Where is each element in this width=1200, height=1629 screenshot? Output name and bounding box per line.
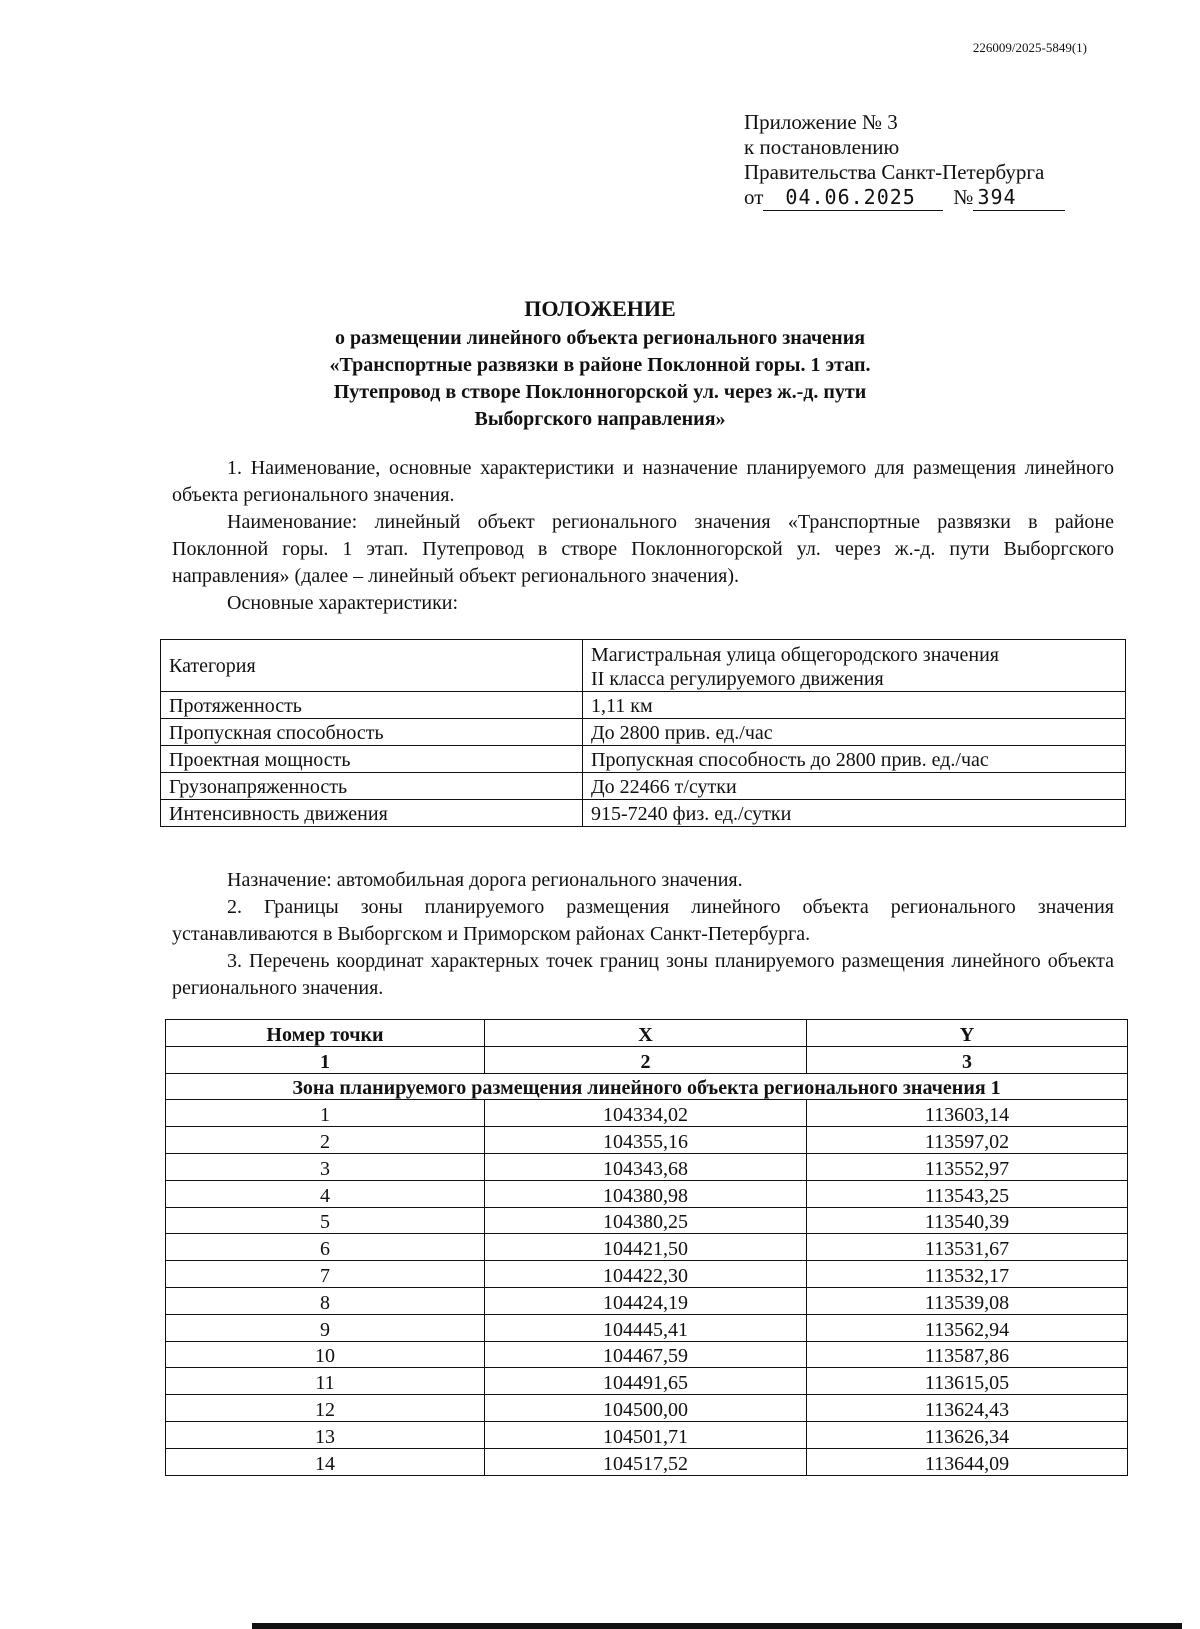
table-row	[166, 1234, 1128, 1261]
resolution-date: 04.06.2025	[763, 185, 943, 211]
point-number: 8	[166, 1287, 485, 1314]
coord-y: 113624,43	[807, 1395, 1128, 1422]
coord-y: 113540,39	[807, 1207, 1128, 1234]
header-y: Y	[807, 1020, 1128, 1047]
coord-x: 104343,68	[485, 1153, 807, 1180]
point-number: 13	[166, 1421, 485, 1448]
coord-x: 104422,30	[485, 1261, 807, 1288]
coord-y: 113552,97	[807, 1153, 1128, 1180]
table-row	[166, 1421, 1128, 1448]
subtitle-line-3: Путепровод в створе Поклонногорской ул. через ж.-д. пути	[333, 381, 867, 403]
point-number: 12	[166, 1395, 485, 1422]
table-row	[161, 719, 1126, 746]
table-row	[161, 773, 1126, 800]
point-number: 5	[166, 1207, 485, 1234]
char-key: Интенсивность движения	[161, 800, 583, 827]
coord-y: 113543,25	[807, 1180, 1128, 1207]
resolution-number: 394	[973, 185, 1065, 211]
paragraph-naming: Наименование: линейный объект регионального значения «Транспортные развязки в районе Поклонной горы. 1 этап. Путепровод в створе Поклонногорской ул. через ж.-д. пути Выборгского направления» (далее – линейный объект регионального значения).	[172, 511, 1114, 587]
column-number-row	[166, 1046, 1128, 1073]
document-subtitle	[0, 325, 1200, 433]
appendix-block	[744, 110, 1065, 211]
subtitle-line-1: о размещении линейного объекта регионального значения	[334, 327, 866, 349]
char-value: Пропускная способность до 2800 прив. ед./час	[583, 746, 1126, 773]
coord-x: 104467,59	[485, 1341, 807, 1368]
table-row	[161, 800, 1126, 827]
column-number: 2	[485, 1046, 807, 1073]
table-row	[166, 1448, 1128, 1475]
table-row	[166, 1314, 1128, 1341]
table-row	[166, 1180, 1128, 1207]
table-row	[166, 1127, 1128, 1154]
point-number: 7	[166, 1261, 485, 1288]
char-value: 915-7240 физ. ед./сутки	[583, 800, 1126, 827]
from-prefix: от	[744, 185, 764, 209]
coord-y: 113597,02	[807, 1127, 1128, 1154]
coord-y: 113539,08	[807, 1287, 1128, 1314]
table-row	[166, 1153, 1128, 1180]
appendix-number: Приложение № 3	[744, 110, 898, 134]
char-key: Пропускная способность	[161, 719, 583, 746]
char-value: До 2800 прив. ед./час	[583, 719, 1126, 746]
point-number: 14	[166, 1448, 485, 1475]
table-row	[166, 1368, 1128, 1395]
coord-x: 104517,52	[485, 1448, 807, 1475]
char-value: До 22466 т/сутки	[583, 773, 1126, 800]
point-number: 9	[166, 1314, 485, 1341]
header-point-number: Номер точки	[166, 1020, 485, 1047]
table-row	[161, 640, 1126, 692]
point-number: 4	[166, 1180, 485, 1207]
table-header-row	[166, 1020, 1128, 1047]
table-row	[166, 1261, 1128, 1288]
char-key: Категория	[161, 640, 583, 692]
appendix-resolution-ref: к постановлению	[744, 135, 900, 159]
coord-y: 113615,05	[807, 1368, 1128, 1395]
column-number: 1	[166, 1046, 485, 1073]
char-value-line: Магистральная улица общегородского значения	[591, 644, 1000, 666]
point-number: 10	[166, 1341, 485, 1368]
coord-x: 104445,41	[485, 1314, 807, 1341]
coord-y: 113532,17	[807, 1261, 1128, 1288]
zone-row	[166, 1073, 1128, 1100]
point-number: 2	[166, 1127, 485, 1154]
point-number: 11	[166, 1368, 485, 1395]
coord-y: 113587,86	[807, 1341, 1128, 1368]
coord-x: 104500,00	[485, 1395, 807, 1422]
document-registration-number: 226009/2025-5849(1)	[972, 40, 1087, 55]
char-key: Протяженность	[161, 692, 583, 719]
paragraph-3: 3. Перечень координат характерных точек границ зоны планируемого размещения линейного объекта регионального значения.	[172, 950, 1114, 999]
paragraph-characteristics-label: Основные характеристики:	[227, 592, 459, 614]
table-row	[166, 1395, 1128, 1422]
table-row	[161, 746, 1126, 773]
subtitle-line-2: «Транспортные развязки в районе Поклонной горы. 1 этап.	[329, 354, 871, 376]
coord-x: 104421,50	[485, 1234, 807, 1261]
table-row	[166, 1100, 1128, 1127]
char-key: Проектная мощность	[161, 746, 583, 773]
header-x: X	[485, 1020, 807, 1047]
coord-x: 104355,16	[485, 1127, 807, 1154]
coord-x: 104424,19	[485, 1287, 807, 1314]
coord-x: 104380,98	[485, 1180, 807, 1207]
appendix-government: Правительства Санкт-Петербурга	[744, 160, 1045, 184]
table-row	[166, 1287, 1128, 1314]
point-number: 1	[166, 1100, 485, 1127]
char-value	[583, 640, 1126, 692]
point-number: 3	[166, 1153, 485, 1180]
zone-title: Зона планируемого размещения линейного объекта регионального значения 1	[166, 1073, 1128, 1100]
point-number: 6	[166, 1234, 485, 1261]
paragraph-1: 1. Наименование, основные характеристики и назначение планируемого для размещения линейного объекта регионального значения.	[172, 457, 1114, 506]
coordinates-table	[165, 1019, 1128, 1476]
coord-x: 104491,65	[485, 1368, 807, 1395]
table-row	[161, 692, 1126, 719]
column-number: 3	[807, 1046, 1128, 1073]
table-row	[166, 1207, 1128, 1234]
paragraph-purpose: Назначение: автомобильная дорога регионального значения.	[227, 869, 743, 891]
coord-x: 104380,25	[485, 1207, 807, 1234]
subtitle-line-4: Выборгского направления»	[474, 408, 726, 430]
char-key: Грузонапряженность	[161, 773, 583, 800]
coord-x: 104501,71	[485, 1421, 807, 1448]
coord-y: 113603,14	[807, 1100, 1128, 1127]
coord-y: 113644,09	[807, 1448, 1128, 1475]
char-value: 1,11 км	[583, 692, 1126, 719]
number-prefix: №	[953, 185, 974, 209]
coord-x: 104334,02	[485, 1100, 807, 1127]
section-2-text	[172, 867, 1114, 1002]
section-1-text	[172, 455, 1114, 617]
coord-y: 113531,67	[807, 1234, 1128, 1261]
document-title: ПОЛОЖЕНИЕ	[524, 296, 676, 321]
appendix-date-line	[744, 185, 1065, 211]
coord-y: 113562,94	[807, 1314, 1128, 1341]
char-value-line: II класса регулируемого движения	[591, 668, 884, 690]
table-row	[166, 1341, 1128, 1368]
characteristics-table	[160, 639, 1126, 827]
paragraph-2: 2. Границы зоны планируемого размещения линейного объекта регионального значения устанавливаются в Выборгском и Приморском районах Санкт-Петербурга.	[172, 896, 1114, 945]
scan-edge-bar	[252, 1623, 1182, 1629]
coord-y: 113626,34	[807, 1421, 1128, 1448]
